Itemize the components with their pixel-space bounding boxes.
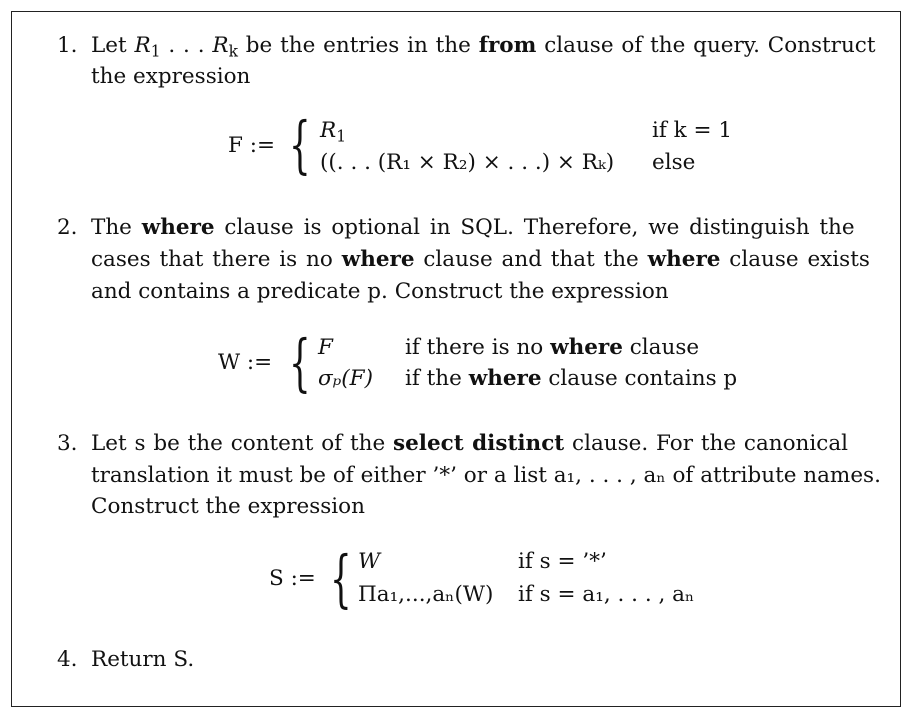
keyword-from: from — [478, 33, 537, 58]
keyword-where-3: where — [647, 247, 721, 272]
step-2-l2-post: clause exists — [720, 247, 870, 272]
formula-w-case1-expr: F — [318, 335, 333, 360]
rk-subscript: k — [228, 42, 238, 61]
step-1-post: clause of the query. Construct — [536, 33, 876, 58]
formula-f-case2-cond: else — [652, 150, 696, 175]
formula-w-case1-cond — [405, 334, 699, 362]
case1-sub: 1 — [336, 127, 347, 146]
step-2-l2-mid: clause and that the — [414, 247, 648, 272]
formula-s-case1-expr: W — [358, 549, 381, 574]
step-3-number: 3. — [57, 431, 78, 456]
step-4-number: 4. — [57, 647, 78, 672]
r1-subscript: 1 — [150, 42, 161, 61]
step-2-line-3: and contains a predicate p. Construct the expression — [91, 279, 669, 304]
w-c2-pre: if the — [405, 366, 469, 391]
step-3-line-1 — [91, 430, 848, 458]
w-c1-bold: where — [550, 335, 623, 360]
formula-w-case2-cond — [405, 365, 737, 393]
step-1-number: 1. — [57, 33, 78, 58]
w-c1-pre: if there is no — [405, 335, 551, 360]
keyword-where: where — [141, 215, 215, 240]
formula-f-case2-expr: ((. . . (R₁ × R₂) × . . .) × Rₖ) — [320, 150, 615, 175]
formula-s-case1-cond: if s = ’*’ — [518, 549, 607, 574]
step-3-pre: Let s be the content of the — [91, 431, 394, 456]
keyword-select-distinct: select distinct — [393, 431, 565, 456]
formula-f-case1-cond: if k = 1 — [652, 118, 733, 143]
step-2-line-2 — [91, 246, 870, 274]
step-3-line-3: Construct the expression — [91, 494, 365, 519]
formula-f-case1-expr — [320, 117, 346, 145]
formula-s-case2-cond: if s = a₁, . . . , aₙ — [518, 582, 695, 607]
step-3-post: clause. For the canonical — [564, 431, 849, 456]
formula-s-brace: { — [330, 542, 352, 615]
formula-w-brace: { — [289, 326, 311, 399]
formula-w-case2-expr: σₚ(F) — [318, 366, 373, 391]
step-2-l2-pre: cases that there is no — [91, 247, 342, 272]
step-2-number: 2. — [57, 215, 78, 240]
step-3-line-2: translation it must be of either ’*’ or a list a₁, . . . , aₙ of attribute names. — [91, 463, 881, 488]
formula-w-lhs: W := — [218, 350, 273, 375]
step-1-pre: Let — [91, 33, 135, 58]
step-2-line-1 — [91, 214, 855, 242]
formula-f-brace: { — [289, 108, 311, 181]
step-4-line-1: Return S. — [91, 647, 195, 672]
step-1-line-2: the expression — [91, 64, 251, 89]
step-1-line-1 — [91, 32, 875, 60]
formula-s-case2-expr: Πa₁,...,aₙ(W) — [358, 582, 494, 607]
step-1-mid: be the entries in the — [237, 33, 479, 58]
w-c1-post: clause — [622, 335, 700, 360]
w-c2-bold: where — [468, 366, 542, 391]
case1-r: R — [320, 118, 337, 143]
rk-symbol: R — [212, 33, 229, 58]
ellipsis: . . . — [160, 33, 213, 58]
step-2-pre: The — [91, 215, 142, 240]
w-c2-post: clause contains p — [541, 366, 738, 391]
keyword-where-2: where — [341, 247, 415, 272]
formula-f-lhs: F := — [228, 133, 276, 158]
formula-s-lhs: S := — [269, 566, 316, 591]
step-2-post: clause is optional in SQL. Therefore, we distinguish the — [214, 215, 855, 240]
r1-symbol: R — [134, 33, 151, 58]
